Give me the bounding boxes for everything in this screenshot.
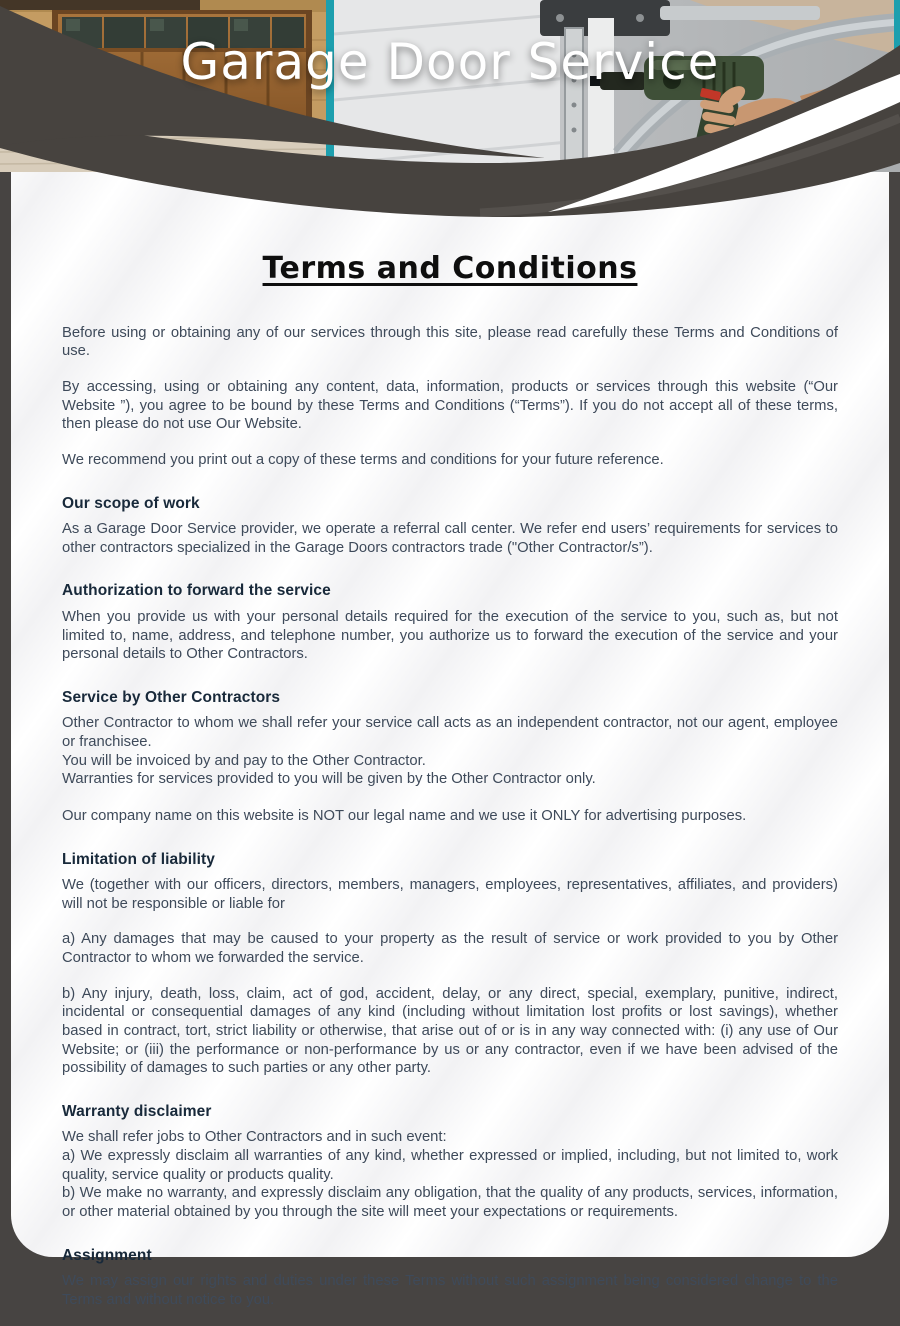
paragraph: We may assign our rights and duties under these Terms without such assignment being considered change to the Terms and without notice to you. — [62, 1273, 838, 1308]
page-title: Terms and Conditions — [262, 251, 638, 286]
paragraph: We shall refer jobs to Other Contractors and in such event: — [62, 1129, 447, 1146]
paragraph: By accessing, using or obtaining any content, data, information, products or services through this website (“Our Website ”), you agree to be bound by these Terms and Conditions (“Terms”). If you do not accept all of these terms, then please do not use Our Website. — [62, 379, 838, 433]
paragraph: Other Contractor to whom we shall refer your service call acts as an independent contractor, not our agent, employee or franchisee. — [62, 715, 838, 751]
section-heading: Assignment — [62, 1246, 152, 1264]
section-heading: Service by Other Contractors — [62, 688, 281, 706]
intro-block — [62, 324, 838, 470]
section-warranty-disclaimer — [62, 1102, 838, 1222]
section-assignment — [62, 1246, 838, 1310]
section-scope-of-work — [62, 494, 838, 558]
paragraph: b) Any injury, death, loss, claim, act of god, accident, delay, or any direct, special, exemplary, punitive, indirect, incidental or consequential damages of any kind (including without limitation lost profits or lost savings), whether based in contract, tort, strict liability or otherwise, that arise out of or is in any way connected with: (i) any use of Our Website; or (iii) the performance or non-performance by us or any contractor, even if we have been advised of the possibility of damages to such parties or any other party. — [62, 985, 838, 1077]
section-authorization — [62, 581, 838, 663]
section-limitation-of-liability — [62, 850, 838, 1078]
paragraph: Before using or obtaining any of our services through this site, please read carefully these Terms and Conditions of use. — [62, 324, 838, 360]
paragraph: a) Any damages that may be caused to your property as the result of service or work provided to you by Other Contractor to whom we forwarded the service. — [62, 931, 838, 967]
section-heading: Our scope of work — [62, 494, 200, 512]
section-heading: Warranty disclaimer — [62, 1102, 212, 1120]
paragraph: You will be invoiced by and pay to the Other Contractor. — [62, 752, 426, 769]
site-title: Garage Door Service — [180, 33, 720, 91]
paragraph: When you provide us with your personal details required for the execution of the service to you, such as, but not limited to, name, address, and telephone number, you authorize us to forward the execution of the service and your personal details to Other Contractors. — [62, 608, 838, 663]
paragraph: Our company name on this website is NOT our legal name and we use it ONLY for advertising purposes. — [62, 807, 747, 824]
paragraph: We recommend you print out a copy of these terms and conditions for your future reference. — [62, 452, 664, 468]
section-heading: Limitation of liability — [62, 850, 215, 868]
paragraph: Warranties for services provided to you will be given by the Other Contractor only. — [62, 771, 596, 788]
section-service-by-other-contractors — [62, 688, 838, 826]
paragraph: b) We make no warranty, and expressly disclaim any obligation, that the quality of any products, services, information, or other material obtained by you through the site will meet your expectations or requirements. — [62, 1185, 838, 1220]
paragraph: As a Garage Door Service provider, we operate a referral call center. We refer end users’ requirements for services to other contractors specialized in the Garage Doors contractors trade ("Other Contractor/s”). — [62, 521, 838, 556]
paragraph: We (together with our officers, directors, members, managers, employees, representatives, affiliates, and providers) will not be responsible or liable for — [62, 877, 838, 912]
paragraph: a) We expressly disclaim all warranties of any kind, whether expressed or implied, including, but not limited to, work quality, service quality or products quality. — [62, 1148, 838, 1183]
section-heading: Authorization to forward the service — [62, 582, 331, 600]
terms-document — [62, 240, 838, 1326]
